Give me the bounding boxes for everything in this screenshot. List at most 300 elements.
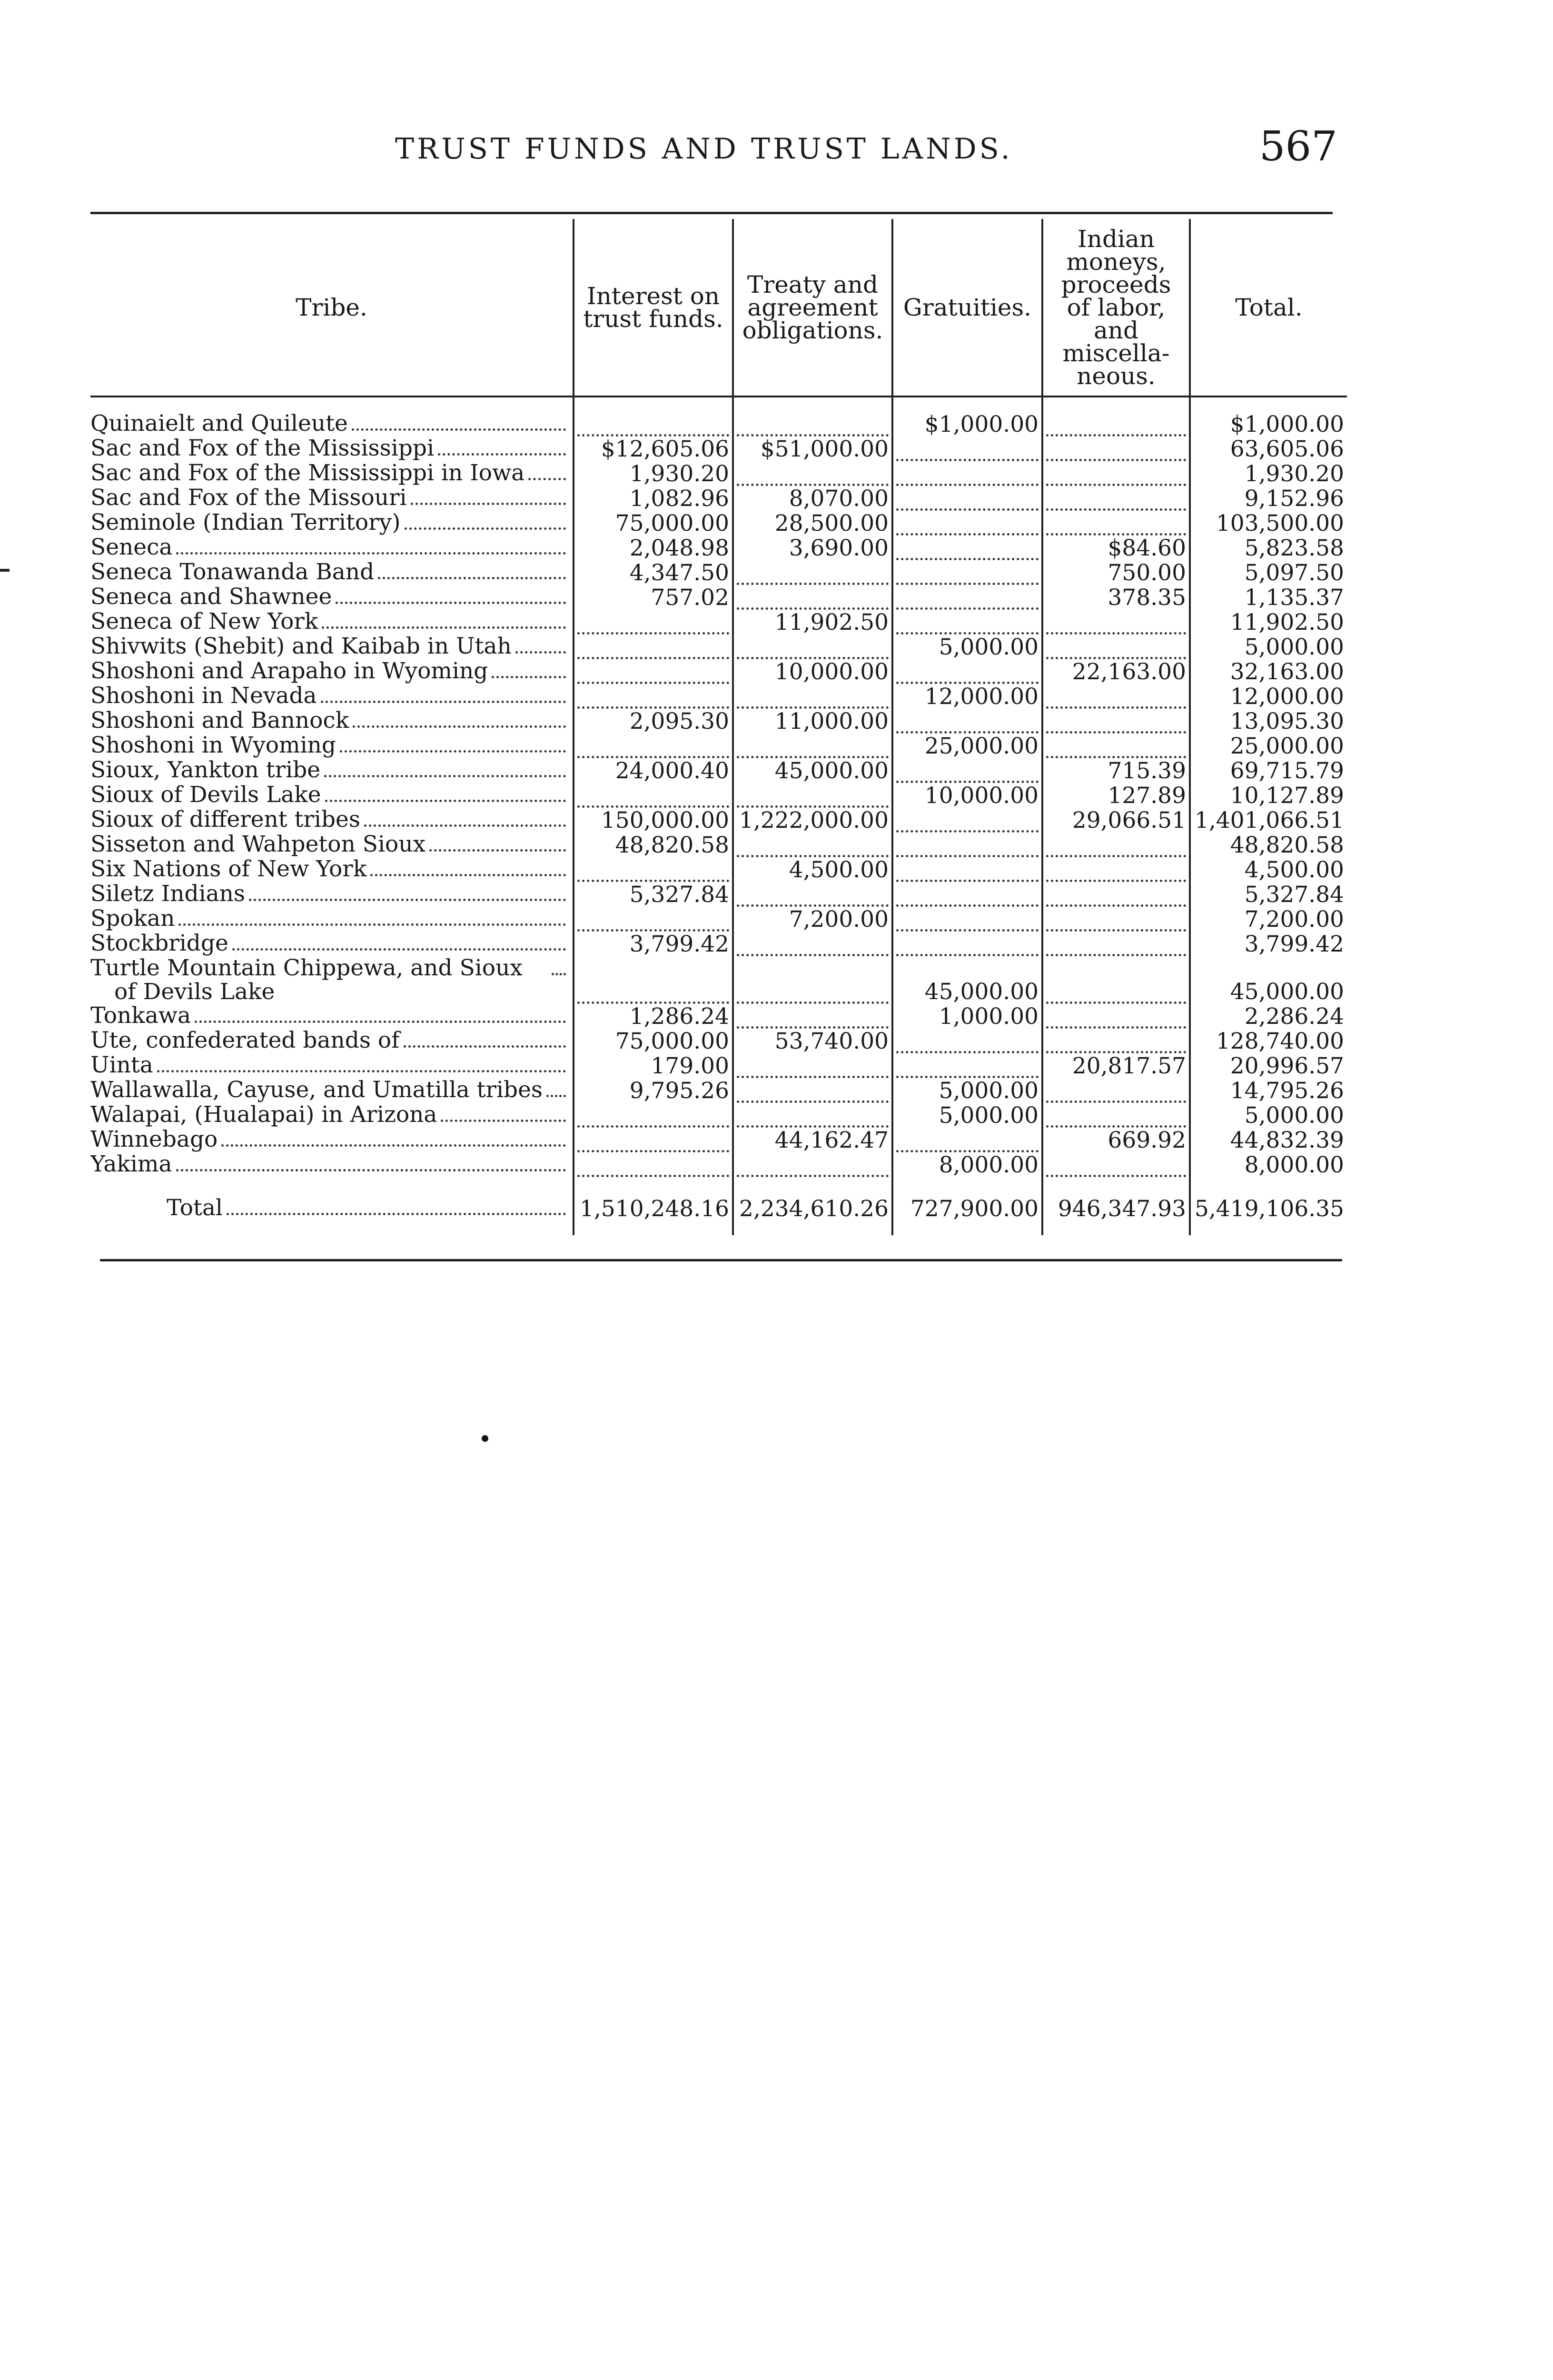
tribe-name: Tonkawa bbox=[90, 1004, 191, 1029]
tribe-name-wrap bbox=[90, 585, 566, 610]
amount-value: 10,000.00 bbox=[774, 659, 889, 684]
empty-dot-leader bbox=[577, 1133, 729, 1152]
dot-leader bbox=[221, 1144, 566, 1147]
amount-value: $1,000.00 bbox=[1230, 411, 1344, 436]
table-row bbox=[90, 1078, 1347, 1103]
empty-dot-leader bbox=[577, 912, 729, 932]
tribe-name-wrap bbox=[90, 436, 566, 461]
gratuities-cell bbox=[892, 857, 1042, 882]
amount-value: 11,902.50 bbox=[774, 610, 889, 635]
dot-leader bbox=[404, 1045, 566, 1048]
amount-value: 8,000.00 bbox=[939, 1152, 1039, 1177]
total-cell bbox=[1190, 907, 1347, 932]
indian-moneys-cell bbox=[1042, 734, 1190, 758]
table-row bbox=[90, 635, 1347, 659]
empty-dot-leader bbox=[1046, 937, 1186, 956]
indian-moneys-cell bbox=[1042, 1004, 1190, 1029]
empty-dot-leader bbox=[1046, 1108, 1186, 1128]
dot-leader bbox=[552, 973, 566, 975]
empty-dot-leader bbox=[896, 442, 1039, 461]
tribe-cell bbox=[90, 1152, 574, 1177]
empty-dot-leader bbox=[1046, 887, 1186, 907]
trust-funds-table bbox=[90, 219, 1347, 1235]
empty-dot-leader bbox=[896, 590, 1039, 610]
treaty-cell bbox=[733, 1103, 892, 1128]
indian-moneys-cell bbox=[1042, 882, 1190, 907]
treaty-cell bbox=[733, 436, 892, 461]
amount-value: 1,930.20 bbox=[629, 461, 729, 486]
empty-dot-leader bbox=[896, 565, 1039, 585]
tribe-name: Seneca of New York bbox=[90, 610, 318, 635]
tribe-name: Uinta bbox=[90, 1053, 153, 1078]
empty-dot-leader bbox=[737, 640, 889, 659]
total-cell bbox=[1190, 783, 1347, 808]
tribe-name-wrap bbox=[90, 1152, 566, 1177]
empty-dot-leader bbox=[896, 838, 1039, 857]
total-cell bbox=[1190, 610, 1347, 635]
amount-value: 4,347.50 bbox=[629, 560, 729, 585]
table-row bbox=[90, 833, 1347, 857]
empty-dot-leader bbox=[737, 1059, 889, 1078]
table-row bbox=[90, 783, 1347, 808]
dot-leader bbox=[364, 824, 566, 827]
interest-cell bbox=[574, 783, 733, 808]
indian-moneys-cell bbox=[1042, 1078, 1190, 1103]
amount-value: $12,605.06 bbox=[601, 436, 729, 461]
empty-dot-leader bbox=[577, 1158, 729, 1177]
empty-dot-leader bbox=[896, 466, 1039, 486]
amount-value: 715.39 bbox=[1108, 758, 1186, 783]
tribe-name-wrap bbox=[90, 1004, 566, 1029]
dot-leader bbox=[515, 651, 566, 654]
interest-cell bbox=[574, 857, 733, 882]
amount-value: 48,820.58 bbox=[615, 833, 729, 857]
amount-value: 127.89 bbox=[1108, 783, 1186, 808]
empty-dot-leader bbox=[896, 615, 1039, 635]
empty-dot-leader bbox=[1046, 442, 1186, 461]
amount-value: 5,419,106.35 bbox=[1195, 1196, 1344, 1222]
dot-leader bbox=[325, 800, 566, 802]
dot-leader bbox=[411, 503, 566, 505]
gratuities-cell bbox=[892, 436, 1042, 461]
tribe-name: Seneca bbox=[90, 536, 173, 560]
gratuities-cell bbox=[892, 833, 1042, 857]
indian-moneys-cell bbox=[1042, 659, 1190, 684]
total-cell bbox=[1190, 461, 1347, 486]
total-cell bbox=[1190, 1152, 1347, 1177]
amount-value: 29,066.51 bbox=[1072, 808, 1186, 833]
column-header-treaty: Treaty and agreement obligations. bbox=[733, 219, 892, 397]
gratuities-cell bbox=[892, 397, 1042, 436]
amount-value: 63,605.06 bbox=[1230, 436, 1344, 461]
amount-value: 44,162.47 bbox=[774, 1128, 889, 1152]
empty-dot-leader bbox=[896, 516, 1039, 536]
indian-moneys-cell bbox=[1042, 956, 1190, 1004]
empty-dot-leader bbox=[1046, 1158, 1186, 1177]
dot-leader bbox=[249, 899, 566, 901]
amount-value: 75,000.00 bbox=[615, 511, 729, 536]
tribe-name: Spokan bbox=[90, 907, 175, 932]
tribe-name-wrap bbox=[90, 1029, 566, 1053]
treaty-cell bbox=[733, 1053, 892, 1078]
table-row bbox=[90, 511, 1347, 536]
indian-moneys-cell bbox=[1042, 684, 1190, 709]
dot-leader bbox=[178, 923, 566, 926]
treaty-cell bbox=[733, 1004, 892, 1029]
tribe-name-wrap bbox=[90, 734, 566, 758]
tribe-cell bbox=[90, 734, 574, 758]
empty-dot-leader bbox=[577, 788, 729, 808]
total-row bbox=[90, 1177, 1347, 1235]
total-cell bbox=[1190, 659, 1347, 684]
total-cell bbox=[1190, 956, 1347, 1004]
tribe-name: Sioux, Yankton tribe bbox=[90, 758, 321, 783]
total-gratuities-cell bbox=[892, 1177, 1042, 1235]
interest-cell bbox=[574, 486, 733, 511]
amount-value: 5,000.00 bbox=[1244, 1103, 1344, 1128]
amount-value: 378.35 bbox=[1108, 585, 1186, 610]
empty-dot-leader bbox=[1046, 1034, 1186, 1053]
empty-dot-leader bbox=[737, 838, 889, 857]
amount-value: 10,127.89 bbox=[1230, 783, 1344, 808]
table-row bbox=[90, 1152, 1347, 1177]
gratuities-cell bbox=[892, 1029, 1042, 1053]
amount-value: 5,327.84 bbox=[629, 882, 729, 907]
column-header-total: Total. bbox=[1190, 219, 1347, 397]
dot-leader bbox=[321, 701, 566, 703]
indian-moneys-cell bbox=[1042, 783, 1190, 808]
tribe-name-wrap bbox=[90, 659, 566, 684]
total-cell bbox=[1190, 397, 1347, 436]
tribe-cell bbox=[90, 783, 574, 808]
tribe-cell bbox=[90, 1004, 574, 1029]
amount-value: 10,000.00 bbox=[924, 783, 1039, 808]
empty-dot-leader bbox=[1046, 689, 1186, 709]
tribe-name: Seminole (Indian Territory) bbox=[90, 511, 401, 536]
tribe-cell bbox=[90, 1103, 574, 1128]
interest-cell bbox=[574, 1128, 733, 1152]
total-cell bbox=[1190, 560, 1347, 585]
total-cell bbox=[1190, 1103, 1347, 1128]
treaty-cell bbox=[733, 907, 892, 932]
gratuities-cell bbox=[892, 560, 1042, 585]
running-head bbox=[90, 114, 1337, 181]
table-row bbox=[90, 758, 1347, 783]
empty-dot-leader bbox=[737, 984, 889, 1004]
amount-value: 150,000.00 bbox=[601, 808, 729, 833]
total-cell bbox=[1190, 1128, 1347, 1152]
tribe-name-wrap bbox=[90, 461, 566, 486]
amount-value: 75,000.00 bbox=[615, 1029, 729, 1053]
tribe-name-wrap bbox=[90, 758, 566, 783]
interest-cell bbox=[574, 461, 733, 486]
empty-dot-leader bbox=[577, 615, 729, 635]
gratuities-cell bbox=[892, 511, 1042, 536]
empty-dot-leader bbox=[577, 664, 729, 684]
gratuities-cell bbox=[892, 932, 1042, 956]
empty-dot-leader bbox=[737, 1083, 889, 1103]
treaty-cell bbox=[733, 610, 892, 635]
gratuities-cell bbox=[892, 734, 1042, 758]
empty-dot-leader bbox=[896, 664, 1039, 684]
table-row bbox=[90, 882, 1347, 907]
tribe-cell bbox=[90, 907, 574, 932]
table-row bbox=[90, 709, 1347, 734]
interest-cell bbox=[574, 956, 733, 1004]
tribe-name: Turtle Mountain Chippewa, and Sioux of Devils Lake bbox=[90, 956, 523, 1004]
interest-cell bbox=[574, 560, 733, 585]
treaty-cell bbox=[733, 956, 892, 1004]
empty-dot-leader bbox=[577, 863, 729, 882]
tribe-name-wrap bbox=[90, 610, 566, 635]
gratuities-cell bbox=[892, 610, 1042, 635]
gratuities-cell bbox=[892, 709, 1042, 734]
gratuities-cell bbox=[892, 758, 1042, 783]
amount-value: 24,000.40 bbox=[615, 758, 729, 783]
tribe-name-wrap bbox=[90, 635, 566, 659]
total-cell bbox=[1190, 1004, 1347, 1029]
empty-dot-leader bbox=[737, 565, 889, 585]
gratuities-cell bbox=[892, 1103, 1042, 1128]
amount-value: 53,740.00 bbox=[774, 1029, 889, 1053]
indian-moneys-cell bbox=[1042, 932, 1190, 956]
table-row bbox=[90, 734, 1347, 758]
tribe-name-wrap bbox=[90, 536, 566, 560]
tribe-name: Siletz Indians bbox=[90, 882, 246, 907]
amount-value: 9,152.96 bbox=[1244, 486, 1344, 511]
amount-value: 1,222,000.00 bbox=[739, 808, 889, 833]
gratuities-cell bbox=[892, 585, 1042, 610]
tribe-name-wrap bbox=[90, 486, 566, 511]
tribe-name-wrap bbox=[90, 1053, 566, 1078]
empty-dot-leader bbox=[737, 788, 889, 808]
dot-leader bbox=[528, 478, 566, 480]
indian-moneys-cell bbox=[1042, 857, 1190, 882]
table-body bbox=[90, 397, 1347, 1235]
tribe-name: Stockbridge bbox=[90, 932, 228, 956]
tribe-name: Seneca and Shawnee bbox=[90, 585, 332, 610]
gratuities-cell bbox=[892, 1128, 1042, 1152]
dot-leader bbox=[441, 1120, 566, 1122]
tribe-cell bbox=[90, 684, 574, 709]
empty-dot-leader bbox=[577, 417, 729, 436]
total-cell bbox=[1190, 436, 1347, 461]
amount-value: 1,401,066.51 bbox=[1195, 808, 1344, 833]
tribe-cell bbox=[90, 659, 574, 684]
amount-value: 5,000.00 bbox=[939, 1078, 1039, 1103]
gratuities-cell bbox=[892, 1078, 1042, 1103]
empty-dot-leader bbox=[896, 937, 1039, 956]
amount-value: 5,000.00 bbox=[1244, 635, 1344, 659]
amount-value: 3,799.42 bbox=[629, 932, 729, 956]
total-cell bbox=[1190, 932, 1347, 956]
interest-cell bbox=[574, 436, 733, 461]
amount-value: 5,000.00 bbox=[939, 1103, 1039, 1128]
amount-value: 2,048.98 bbox=[629, 536, 729, 560]
total-cell bbox=[1190, 684, 1347, 709]
indian-moneys-cell bbox=[1042, 833, 1190, 857]
tribe-name: Sac and Fox of the Missouri bbox=[90, 486, 407, 511]
indian-moneys-cell bbox=[1042, 560, 1190, 585]
indian-moneys-cell bbox=[1042, 436, 1190, 461]
tribe-name-wrap bbox=[90, 684, 566, 709]
amount-value: 179.00 bbox=[651, 1053, 729, 1078]
dot-leader bbox=[438, 453, 566, 456]
tribe-cell bbox=[90, 956, 574, 1004]
empty-dot-leader bbox=[737, 1108, 889, 1128]
amount-value: 2,286.24 bbox=[1244, 1004, 1344, 1029]
indian-moneys-cell bbox=[1042, 635, 1190, 659]
interest-cell bbox=[574, 536, 733, 560]
tribe-cell bbox=[90, 857, 574, 882]
amount-value: 11,000.00 bbox=[774, 709, 889, 734]
amount-value: 25,000.00 bbox=[924, 734, 1039, 758]
amount-value: 11,902.50 bbox=[1230, 610, 1344, 635]
tribe-name-wrap bbox=[90, 412, 566, 436]
treaty-cell bbox=[733, 659, 892, 684]
dot-leader bbox=[227, 1213, 566, 1215]
interest-cell bbox=[574, 635, 733, 659]
gratuities-cell bbox=[892, 659, 1042, 684]
table-row bbox=[90, 808, 1347, 833]
tribe-cell bbox=[90, 1078, 574, 1103]
amount-value: 25,000.00 bbox=[1230, 734, 1344, 758]
dot-leader bbox=[546, 1095, 566, 1097]
interest-cell bbox=[574, 907, 733, 932]
tribe-cell bbox=[90, 511, 574, 536]
tribe-name: Shoshoni in Wyoming bbox=[90, 734, 336, 758]
total-cell bbox=[1190, 857, 1347, 882]
total-cell bbox=[1190, 709, 1347, 734]
tribe-name: Sioux of Devils Lake bbox=[90, 783, 321, 808]
treaty-cell bbox=[733, 1078, 892, 1103]
tribe-cell bbox=[90, 1029, 574, 1053]
dot-leader bbox=[336, 602, 566, 604]
empty-dot-leader bbox=[1046, 1083, 1186, 1103]
amount-value: 1,286.24 bbox=[629, 1004, 729, 1029]
indian-moneys-cell bbox=[1042, 758, 1190, 783]
tribe-name: Sac and Fox of the Mississippi bbox=[90, 436, 435, 461]
tribe-name-wrap bbox=[90, 833, 566, 857]
amount-value: 9,795.26 bbox=[629, 1078, 729, 1103]
interest-cell bbox=[574, 659, 733, 684]
interest-cell bbox=[574, 1103, 733, 1128]
empty-dot-leader bbox=[577, 1108, 729, 1128]
empty-dot-leader bbox=[1046, 838, 1186, 857]
tribe-cell bbox=[90, 585, 574, 610]
empty-dot-leader bbox=[896, 887, 1039, 907]
amount-value: 45,000.00 bbox=[924, 979, 1039, 1004]
treaty-cell bbox=[733, 857, 892, 882]
indian-moneys-cell bbox=[1042, 536, 1190, 560]
column-header-gratuities: Gratuities. bbox=[892, 219, 1042, 397]
amount-value: 32,163.00 bbox=[1230, 659, 1344, 684]
interest-cell bbox=[574, 758, 733, 783]
empty-dot-leader bbox=[1046, 912, 1186, 932]
empty-dot-leader bbox=[896, 1034, 1039, 1053]
amount-value: 44,832.39 bbox=[1230, 1128, 1344, 1152]
amount-value: $51,000.00 bbox=[760, 436, 889, 461]
empty-dot-leader bbox=[896, 541, 1039, 560]
empty-dot-leader bbox=[737, 887, 889, 907]
indian-moneys-cell bbox=[1042, 397, 1190, 436]
empty-dot-leader bbox=[737, 590, 889, 610]
tribe-name: Yakima bbox=[90, 1152, 172, 1177]
tribe-cell bbox=[90, 461, 574, 486]
amount-value: 7,200.00 bbox=[789, 907, 889, 932]
tribe-cell bbox=[90, 932, 574, 956]
dot-leader bbox=[322, 626, 566, 629]
treaty-cell bbox=[733, 734, 892, 758]
margin-mark bbox=[0, 569, 10, 572]
tribe-name: Ute, confederated bands of bbox=[90, 1029, 400, 1053]
amount-value: 28,500.00 bbox=[774, 511, 889, 536]
empty-dot-leader bbox=[737, 689, 889, 709]
gratuities-cell bbox=[892, 1004, 1042, 1029]
treaty-cell bbox=[733, 585, 892, 610]
empty-dot-leader bbox=[1046, 615, 1186, 635]
tribe-name-wrap bbox=[90, 1078, 566, 1103]
amount-value: 8,070.00 bbox=[789, 486, 889, 511]
gratuities-cell bbox=[892, 684, 1042, 709]
tribe-name-wrap bbox=[90, 560, 566, 585]
table-row bbox=[90, 684, 1347, 709]
amount-value: 3,690.00 bbox=[789, 536, 889, 560]
table-row bbox=[90, 932, 1347, 956]
amount-value: 1,082.96 bbox=[629, 486, 729, 511]
table-row bbox=[90, 1053, 1347, 1078]
amount-value: 3,799.42 bbox=[1244, 932, 1344, 956]
amount-value: 4,500.00 bbox=[1244, 857, 1344, 882]
empty-dot-leader bbox=[1046, 984, 1186, 1004]
interest-cell bbox=[574, 882, 733, 907]
running-title: TRUST FUNDS AND TRUST LANDS. bbox=[395, 132, 1013, 166]
gratuities-cell bbox=[892, 783, 1042, 808]
tribe-cell bbox=[90, 758, 574, 783]
amount-value: 48,820.58 bbox=[1230, 833, 1344, 857]
gratuities-cell bbox=[892, 635, 1042, 659]
interest-cell bbox=[574, 684, 733, 709]
table-row bbox=[90, 560, 1347, 585]
total-total-cell bbox=[1190, 1177, 1347, 1235]
empty-dot-leader bbox=[896, 863, 1039, 882]
empty-dot-leader bbox=[896, 1133, 1039, 1152]
empty-dot-leader bbox=[737, 739, 889, 758]
total-cell bbox=[1190, 585, 1347, 610]
amount-value: 69,715.79 bbox=[1230, 758, 1344, 783]
total-cell bbox=[1190, 882, 1347, 907]
total-cell bbox=[1190, 734, 1347, 758]
amount-value: 20,817.57 bbox=[1072, 1053, 1186, 1078]
table-row bbox=[90, 610, 1347, 635]
empty-dot-leader bbox=[1046, 417, 1186, 436]
interest-cell bbox=[574, 1029, 733, 1053]
amount-value: $84.60 bbox=[1108, 536, 1186, 560]
tribe-name: Shivwits (Shebit) and Kaibab in Utah bbox=[90, 635, 512, 659]
table-row bbox=[90, 536, 1347, 560]
tribe-name-wrap bbox=[90, 808, 566, 833]
amount-value: 103,500.00 bbox=[1216, 511, 1344, 536]
interest-cell bbox=[574, 397, 733, 436]
amount-value: 14,795.26 bbox=[1230, 1078, 1344, 1103]
tribe-cell bbox=[90, 397, 574, 436]
empty-dot-leader bbox=[1046, 466, 1186, 486]
indian-moneys-cell bbox=[1042, 610, 1190, 635]
interest-cell bbox=[574, 833, 733, 857]
empty-dot-leader bbox=[1046, 714, 1186, 734]
total-cell bbox=[1190, 511, 1347, 536]
table-bottom-rule bbox=[100, 1259, 1342, 1261]
